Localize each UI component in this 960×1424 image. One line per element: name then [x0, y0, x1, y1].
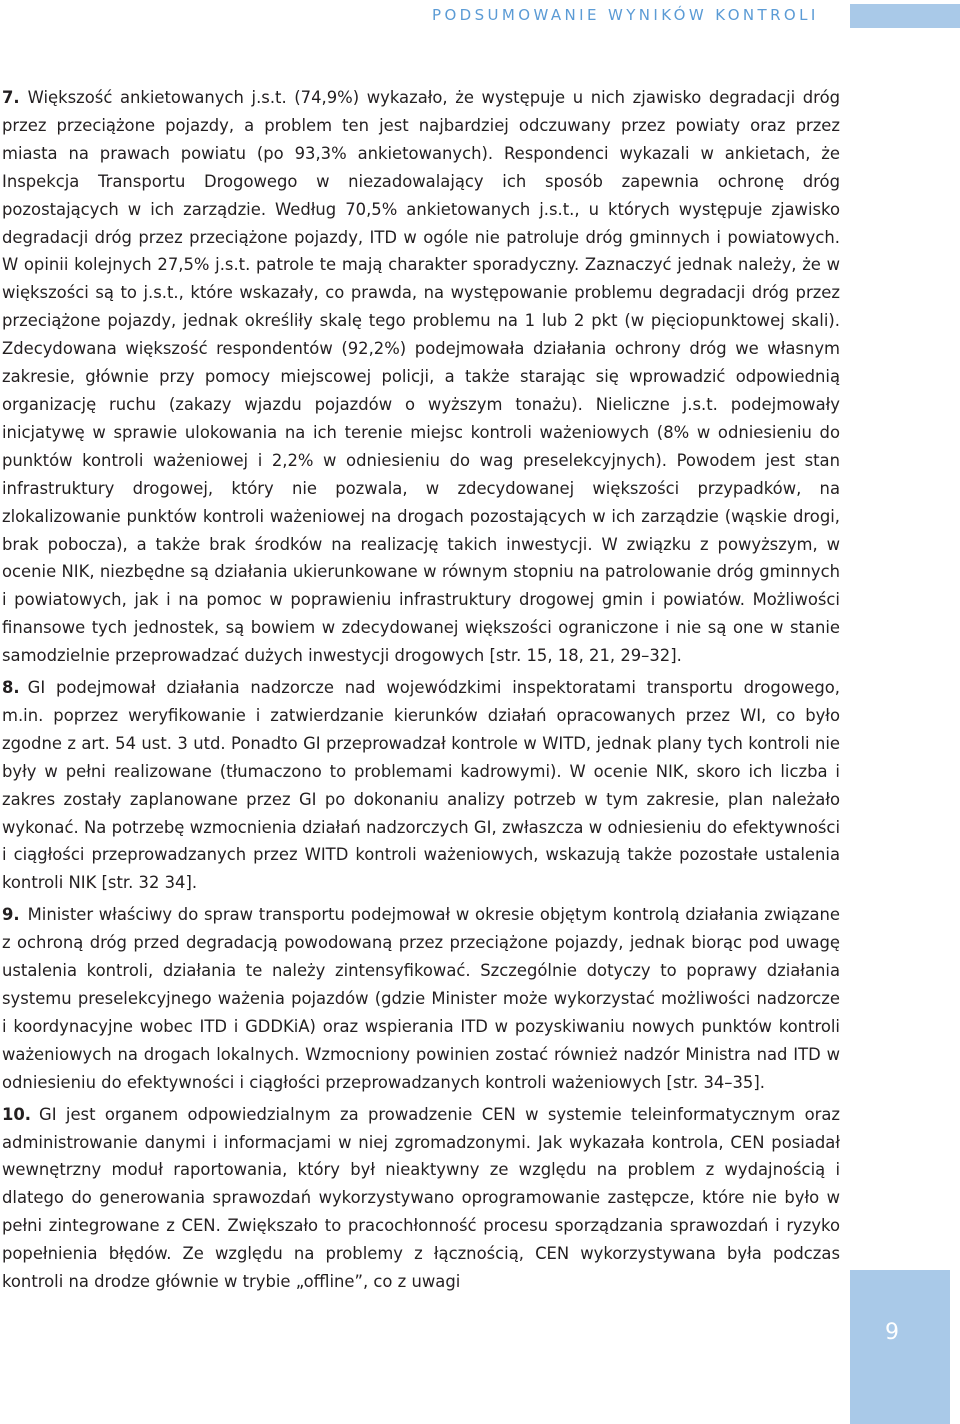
paragraph-number: 9. [2, 905, 20, 925]
paragraph-text: GI jest organem odpowiedzialnym za prowadzenie CEN w systemie teleinformatycznym oraz administrowanie danymi i informacjami w niej zgromadzonymi. Jak wykazała kontrola, CEN posiadał wewnętrzny moduł raportowania, który był nieaktywny ze względu na problem z wydajnością i dlatego do generowania sprawozdań wykorzystywano oprogramowanie zastępcze, które nie było w pełni zintegrowane z CEN. Zwiększało to pracochłonność procesu sporządzania sprawozdań i ryzyko popełnienia błędów. Ze względu na problemy z łącznością, CEN wykorzystywana była podczas kontroli na drodze głównie w trybie „offline”, co z uwagi [2, 1104, 840, 1292]
paragraph-text: GI podejmował działania nadzorcze nad wojewódzkimi inspektoratami transportu drogowego, m.in. poprzez weryfikowanie i zatwierdzanie kierunków działań opracowanych przez WI, co było zgodne z art. 54 ust. 3 utd. Ponadto GI przeprowadzał kontrole w WITD, jednak plany tych kontroli nie były w pełni realizowane (tłumaczono to problemami kadrowymi). W ocenie NIK, skoro ich liczba i zakres zostały zaplanowane przez GI po dokonaniu analizy potrzeb w tym zakresie, plan należało wykonać. Na potrzebę wzmocnienia działań nadzorczych GI, zwłaszcza w odniesieniu do efektywności i ciągłości przeprowadzanych przez WITD kontroli ważeniowych, wskazują także pozostałe ustalenia kontroli NIK [str. 32 34]. [2, 678, 840, 893]
paragraph-text: Minister właściwy do spraw transportu podejmował w okresie objętym kontrolą działania związane z ochroną dróg przed degradacją powodowaną przez przeciążone pojazdy, jednak biorąc pod uwagę ustalenia kontroli, działania te należy zintensyfikować. Szczególnie dotyczy to poprawy działania systemu preselekcyjnego ważenia pojazdów (gdzie Minister może wykorzystać możliwości nadzorcze i koordynacyjne wobec ITD i GDDKiA) oraz wspierania ITD w pozyskiwaniu nowych punktów kontroli ważeniowych na drogach lokalnych. Wzmocniony powinien zostać również nadzór Ministra nad ITD w odniesieniu do efektywności i ciągłości przeprowadzanych kontroli ważeniowych [str. 34–35]. [2, 905, 840, 1092]
paragraph-number: 8. [2, 678, 20, 698]
paragraph-number: 7. [2, 88, 20, 107]
paragraph-9 [2, 901, 840, 1096]
paragraph-7 [2, 84, 840, 670]
paragraph-text: Większość ankietowanych j.s.t. (74,9%) wykazało, że występuje u nich zjawisko degradacji dróg przez przeciążone pojazdy, a problem ten jest najbardziej odczuwany przez powiaty oraz przez miasta na prawach powiatu (po 93,3% ankietowanych). Respondenci wykazali w ankietach, że Inspekcja Transportu Drogowego w niezadowalający ich sposób zapewnia ochronę dróg pozostających w ich zarządzie. Według 70,5% ankietowanych j.s.t., u których występuje zjawisko degradacji dróg przez przeciążone pojazdy, ITD w ogóle nie patroluje dróg gminnych i powiatowych. W opinii kolejnych 27,5% j.s.t. patrole te mają charakter sporadyczny. Zaznaczyć jednak należy, że w większości są to j.s.t., które wskazały, co prawda, na występowanie problemu degradacji dróg przez przeciążone pojazdy, jednak określiły skalę tego problemu na 1 lub 2 pkt (w pięciopunktowej skali). Zdecydowana większość respondentów (92,2%) podejmowała działania ochrony dróg we własnym zakresie, głównie przy pomocy miejscowej policji, a także starając się wprowadzić odpowiednią organizację ruchu (zakazy wjazdu pojazdów o wyższym tonażu). Nieliczne j.s.t. podejmowały inicjatywę w sprawie ulokowania na ich terenie miejsc kontroli ważeniowych (8% w odniesieniu do punktów kontroli ważeniowej i 2,2% w odniesieniu do wag preselekcyjnych). Powodem jest stan infrastruktury drogowej, który nie pozwala, w zdecydowanej większości przypadków, na zlokalizowanie punktów kontroli ważeniowej na drogach pozostających w ich zarządzie (wąskie drogi, brak pobocza), a także brak środków na realizację takich inwestycji. W związku z powyższym, w ocenie NIK, niezbędne są działania ukierunkowane w równym stopniu na patrolowanie dróg gminnych i powiatowych, jak i na pomoc w poprawieniu infrastruktury drogowej gmin i powiatów. Możliwości finansowe tych jednostek, są bowiem w zdecydowanej większości ograniczone i nie są one w stanie samodzielnie przeprowadzać dużych inwestycji drogowych [str. 15, 18, 21, 29–32]. [2, 88, 840, 666]
page-number: 9 [885, 1320, 899, 1345]
document-body [2, 84, 840, 1300]
paragraph-10 [2, 1101, 840, 1296]
header-color-block [850, 4, 960, 28]
paragraph-8 [2, 674, 840, 897]
page-number-tab [850, 1270, 950, 1424]
paragraph-number: 10. [2, 1104, 32, 1124]
running-header-title: PODSUMOWANIE WYNIKÓW KONTROLI [432, 6, 819, 24]
